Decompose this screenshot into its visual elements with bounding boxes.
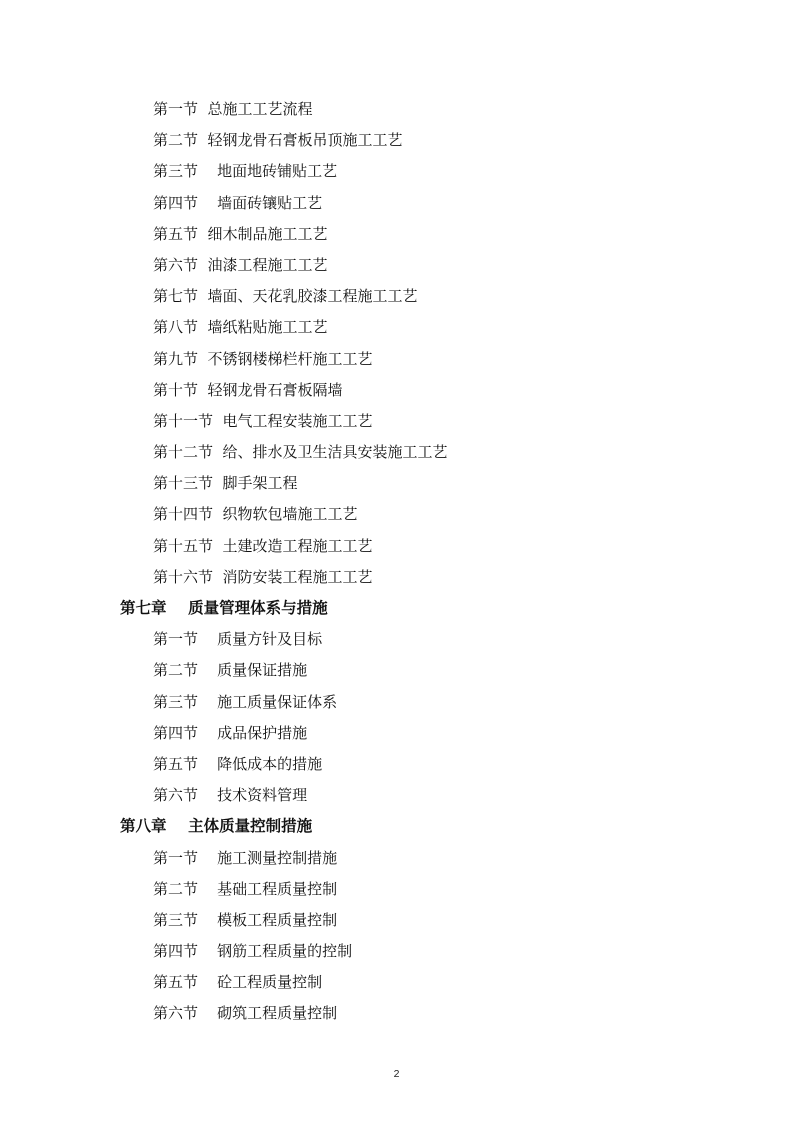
toc-entry[interactable]: 第一节 施工测量控制措施 — [153, 848, 338, 867]
toc-entry[interactable]: 第六节 技术资料管理 — [153, 786, 308, 805]
toc-entry[interactable]: 第一节 质量方针及目标 — [153, 630, 323, 649]
toc-entry[interactable]: 第五节 降低成本的措施 — [153, 754, 323, 773]
toc-entry[interactable]: 第八节 墙纸粘贴施工工艺 — [153, 318, 328, 337]
toc-entry[interactable]: 第五节 砼工程质量控制 — [153, 973, 323, 992]
toc-entry[interactable]: 第四节 墙面砖镶贴工艺 — [153, 193, 323, 212]
page-number: 2 — [393, 1068, 400, 1080]
toc-entry[interactable]: 第三节 施工质量保证体系 — [153, 692, 338, 711]
toc-entry[interactable]: 第九节 不锈钢楼梯栏杆施工工艺 — [153, 349, 373, 368]
toc-entry[interactable]: 第二节 基础工程质量控制 — [153, 879, 338, 898]
toc-entry[interactable]: 第四节 钢筋工程质量的控制 — [153, 942, 353, 961]
toc-entry[interactable]: 第二节 质量保证措施 — [153, 661, 308, 680]
toc-entry[interactable]: 第一节 总施工工艺流程 — [153, 100, 313, 118]
toc-entry[interactable]: 第五节 细木制品施工工艺 — [153, 224, 328, 243]
table-of-contents — [0, 94, 793, 1030]
toc-entry[interactable]: 第六节 砌筑工程质量控制 — [153, 1004, 338, 1023]
toc-entry[interactable]: 第十节 轻钢龙骨石膏板隔墙 — [153, 380, 343, 399]
toc-entry[interactable]: 第十一节 电气工程安装施工工艺 — [153, 411, 373, 430]
toc-entry[interactable]: 第十二节 给、排水及卫生洁具安装施工工艺 — [153, 443, 448, 462]
toc-chapter-heading[interactable]: 第七章 质量管理体系与措施 — [120, 599, 328, 617]
toc-entry[interactable]: 第四节 成品保护措施 — [153, 723, 308, 742]
toc-entry[interactable]: 第三节 地面地砖铺贴工艺 — [153, 162, 338, 181]
toc-entry[interactable]: 第三节 模板工程质量控制 — [153, 910, 338, 929]
toc-entry[interactable]: 第二节 轻钢龙骨石膏板吊顶施工工艺 — [153, 131, 403, 150]
toc-entry[interactable]: 第六节 油漆工程施工工艺 — [153, 255, 328, 274]
toc-entry[interactable]: 第十六节 消防安装工程施工工艺 — [153, 567, 373, 586]
toc-entry[interactable]: 第十四节 织物软包墙施工工艺 — [153, 505, 358, 524]
toc-entry[interactable]: 第十五节 土建改造工程施工工艺 — [153, 536, 373, 555]
toc-chapter-heading[interactable]: 第八章 主体质量控制措施 — [120, 817, 313, 836]
toc-entry[interactable]: 第七节 墙面、天花乳胶漆工程施工工艺 — [153, 287, 418, 306]
toc-entry[interactable]: 第十三节 脚手架工程 — [153, 474, 298, 493]
